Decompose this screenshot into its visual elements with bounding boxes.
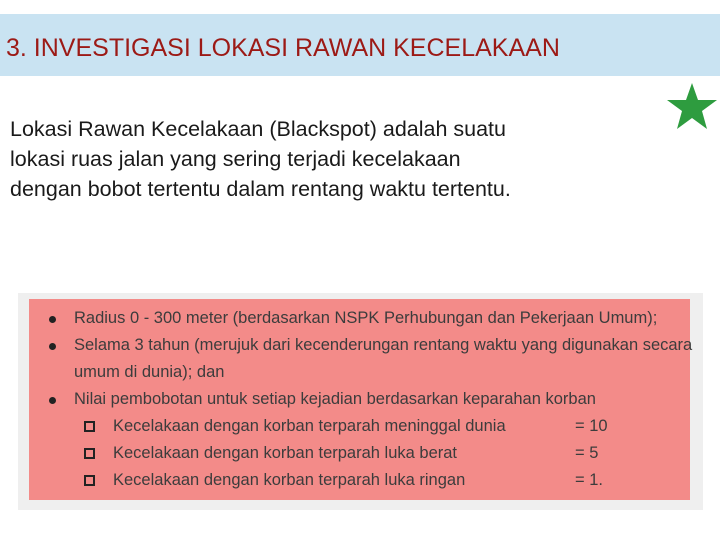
weight-row [29,467,690,494]
weight-value: = 5 [575,444,599,462]
list-item [29,305,694,332]
criteria-list [29,305,694,494]
definition-paragraph [10,114,720,204]
list-item [29,386,694,413]
bullet-icon [49,397,56,404]
checkbox-bullet-icon [84,421,95,432]
title-bar [0,14,720,76]
list-item [29,332,694,386]
checkbox-bullet-icon [84,475,95,486]
criteria-text: Radius 0 - 300 meter (berdasarkan NSPK Perhubungan dan Pekerjaan Umum); [74,309,658,327]
checkbox-bullet-icon [84,448,95,459]
bullet-icon [49,316,56,323]
weight-label: Kecelakaan dengan korban terparah luka berat [113,444,457,462]
definition-line: dengan bobot tertentu dalam rentang waktu tertentu. [10,177,511,201]
weight-label: Kecelakaan dengan korban terparah meninggal dunia [113,417,506,435]
weight-value: = 1. [575,471,603,489]
weight-row [29,440,690,467]
definition-line: lokasi ruas jalan yang sering terjadi kecelakaan [10,147,461,171]
weight-value: = 10 [575,417,608,435]
slide-title: 3. INVESTIGASI LOKASI RAWAN KECELAKAAN [6,34,560,62]
criteria-text: Selama 3 tahun (merujuk dari kecenderungan rentang waktu yang digunakan secara umum di dunia); dan [74,336,693,381]
weight-row [29,413,690,440]
definition-line: Lokasi Rawan Kecelakaan (Blackspot) adalah suatu [10,117,506,141]
bullet-icon [49,343,56,350]
weight-label: Kecelakaan dengan korban terparah luka ringan [113,471,466,489]
criteria-text: Nilai pembobotan untuk setiap kejadian berdasarkan keparahan korban [74,390,596,408]
criteria-box [29,299,693,500]
